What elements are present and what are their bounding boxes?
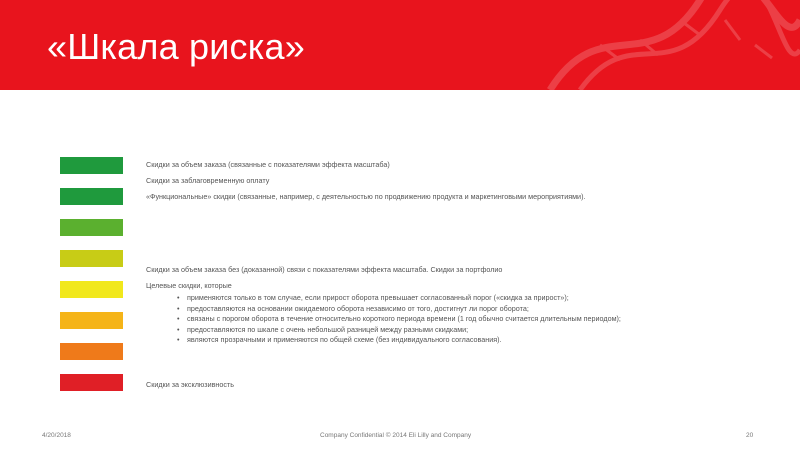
list-item: • применяются только в том случае, если прирост оборота превышает согласованный порог («скидка за прирост»); xyxy=(177,293,569,302)
risk-bar-green xyxy=(60,219,123,236)
list-item: • являются прозрачными и применяются по общей схеме (без индивидуального согласования). xyxy=(177,335,502,344)
bullet-icon: • xyxy=(177,293,180,302)
targeted-discounts-list xyxy=(177,293,621,346)
text-exclusivity-discounts: Скидки за эксклюзивность xyxy=(146,380,235,389)
text-functional-discounts: «Функциональные» скидки (связанные, например, с деятельностью по продвижению продукта и маркетинговыми мероприятиями). xyxy=(146,192,586,201)
footer-confidential: Company Confidential © 2014 Eli Lilly and Company xyxy=(320,432,472,439)
text-prepayment-discounts: Скидки за заблаговременную оплату xyxy=(146,176,270,185)
risk-bar-red xyxy=(60,374,123,391)
bullet-icon: • xyxy=(177,314,180,323)
list-item: • связаны с порогом оборота в течение относительно короткого периода времени (1 год обычно считается длительным периодом); xyxy=(177,314,621,323)
bullet-icon: • xyxy=(177,303,180,313)
text-portfolio-discounts: Скидки за объем заказа без (доказанной) связи с показателями эффекта масштаба. Скидки за портфолио xyxy=(146,265,503,274)
slide-header xyxy=(0,0,800,90)
dna-helix-decoration xyxy=(540,0,800,90)
risk-bar-amber xyxy=(60,312,123,329)
risk-bar-yellow-green xyxy=(60,250,123,267)
text-targeted-heading: Целевые скидки, которые xyxy=(146,281,232,290)
footer-date: 4/20/2018 xyxy=(42,432,71,439)
risk-bar-dark-green-1 xyxy=(60,157,123,174)
bullet-icon: • xyxy=(177,324,180,334)
footer-page-number: 20 xyxy=(746,432,754,439)
text-volume-discounts: Скидки за объем заказа (связанные с показателями эффекта масштаба) xyxy=(146,160,390,169)
list-item: • предоставляются на основании ожидаемого оборота независимо от того, достигнут ли порог оборота; xyxy=(177,303,529,313)
list-item: • предоставляются по шкале с очень небольшой разницей между разными скидками; xyxy=(177,324,469,334)
risk-bar-orange xyxy=(60,343,123,360)
risk-bar-yellow xyxy=(60,281,123,298)
risk-bar-dark-green-2 xyxy=(60,188,123,205)
bullet-icon: • xyxy=(177,335,180,344)
slide-title: «Шкала риска» xyxy=(47,26,305,67)
